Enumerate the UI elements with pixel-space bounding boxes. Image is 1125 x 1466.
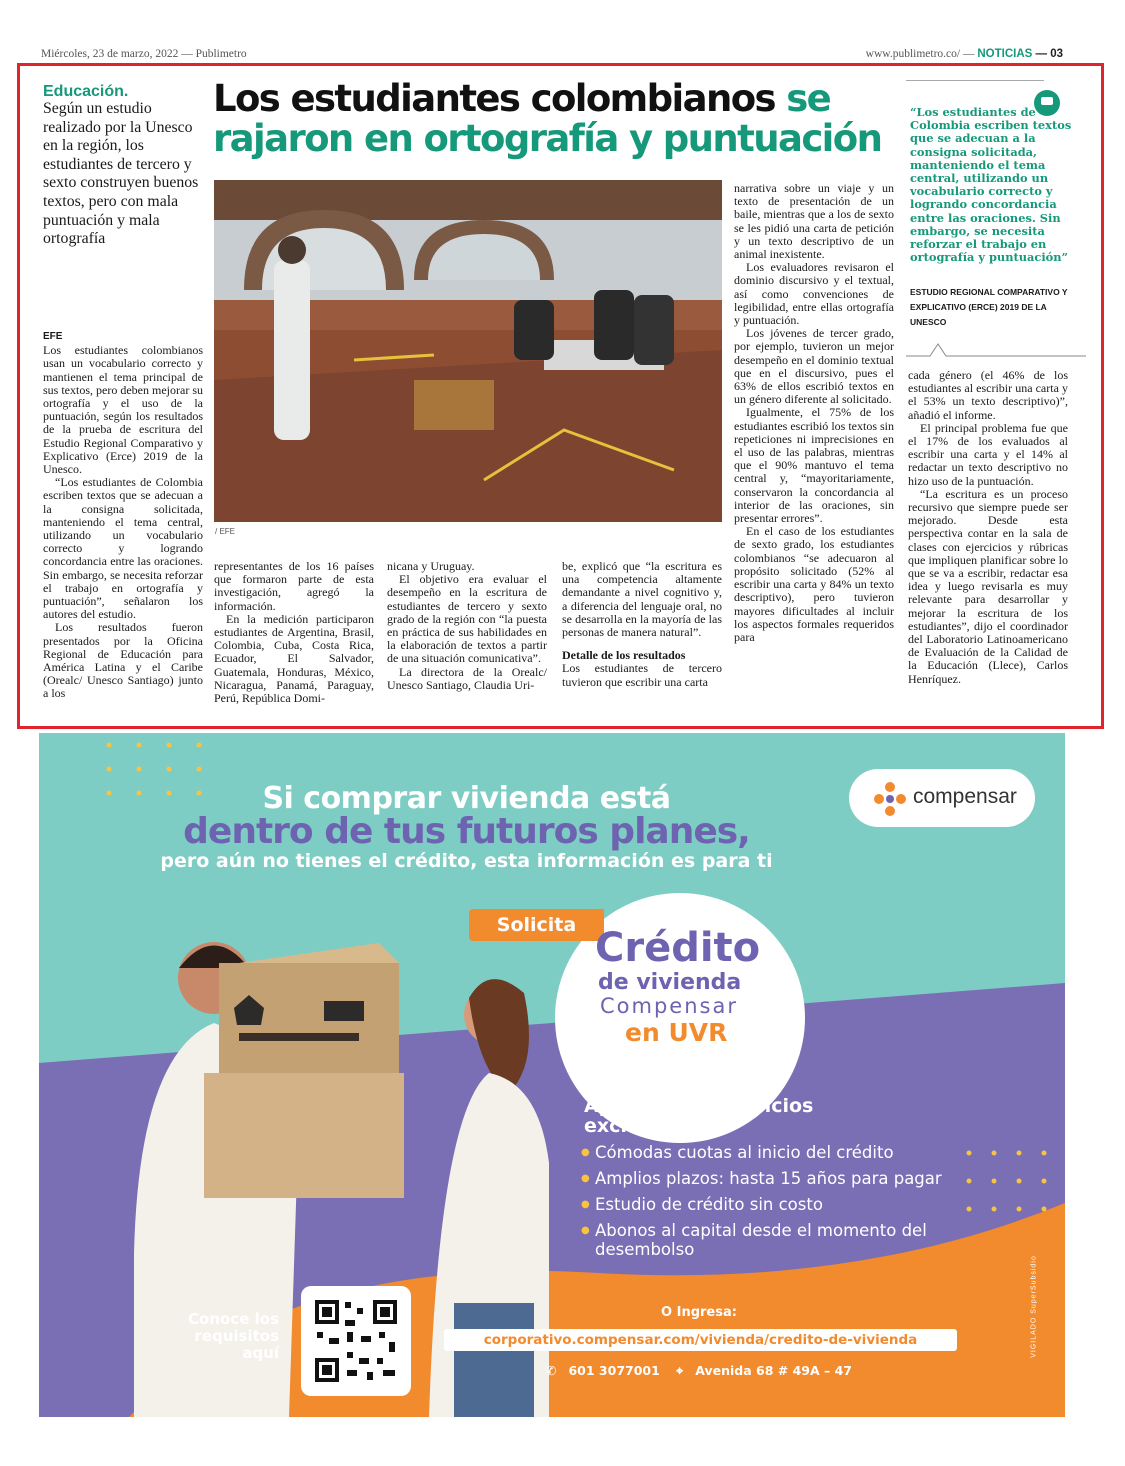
ad-title-line-1: Si comprar vivienda está (262, 781, 671, 816)
quote-rule (906, 80, 1044, 81)
logo-text: compensar (913, 785, 1017, 808)
paragraph: El principal problema fue que el 17% de los evaluados al escribir una carta y el 14% al redactar un texto descriptivo no hizo uso de la puntuación. (908, 420, 1068, 488)
column-1 (43, 330, 203, 701)
paragraph: be, explicó que “la escritura es una competencia altamente demandante a nivel cognitivo y, a diferencia del lenguaje oral, no se desarrolla en la mayoría de las personas de manera natural”. (562, 559, 722, 640)
photo-caption: / EFE (215, 527, 236, 536)
paragraph: nicana y Uruguay. (387, 559, 475, 573)
article-frame (17, 63, 1104, 729)
benefit-item: ● Abonos al capital desde el momento del desembolso (581, 1221, 971, 1259)
article-headline: Los estudiantes colombianos se rajaron en ortografía y puntuación (213, 77, 882, 160)
compensar-logo (849, 769, 1035, 827)
vigilado-stamp: VIGILADO SuperSubsidio (1030, 1255, 1038, 1358)
paragraph: narrativa sobre un viaje y un texto de presentación de un baile, mientras que a los de sexto se les pidió una carta de petición y un texto descriptivo de un animal inexistente. (734, 181, 894, 262)
benefits-list (581, 1143, 971, 1266)
phone-icon: ✆ (546, 1363, 557, 1378)
qr-code[interactable] (301, 1286, 411, 1396)
paragraph: La directora de la Orealc/ Unesco Santiago, Claudia Uri- (387, 664, 547, 692)
paragraph: Igualmente, el 75% de los estudiantes escribió los textos sin repeticiones ni imprecisiones en el uso de las palabras, mientras que el 90% mantuvo el tema central y, “mayoritariamente, conservaron la concordancia al interior de las oraciones, sin presentar errores”. (734, 405, 894, 526)
section-label: Educación. (43, 83, 129, 100)
column-5 (734, 182, 894, 644)
column-3 (387, 560, 547, 692)
quote-source: ESTUDIO REGIONAL COMPARATIVO Y EXPLICATIVO (ERCE) 2019 DE LA UNESCO (910, 287, 1068, 327)
benefit-item: ● Amplios plazos: hasta 15 años para pagar (581, 1169, 971, 1188)
byline: EFE (43, 331, 63, 342)
ingresa-label: O Ingresa: (661, 1305, 737, 1320)
article-lead: Según un estudio realizado por la Unesco en la región, los estudiantes de tercero y sexto construyen buenos textos, pero con mala puntuación y mala ortografía (43, 100, 199, 248)
folio-date: Miércoles, 23 de marzo, 2022 — Publimetro (41, 48, 247, 60)
benefits-title: Aprovecha beneficios exclusivos: (584, 1095, 814, 1137)
paragraph: Los resultados fueron presentados por la Oficina Regional de Educación para América Latina y el Caribe (Orealc/ Unesco Santiago) junto a los (43, 620, 203, 701)
quote-divider (906, 342, 1086, 362)
quote-text: “Los estudiantes de Colombia escriben textos que se adecuan a la consigna solicitada, manteniendo el tema central, utilizando un vocabulario correcto y logrando concordancia entre las oraciones. Sin embargo, se necesita reforzar el trabajo en ortografía y puntuación” (910, 105, 1072, 265)
paragraph: En el caso de los estudiantes de sexto grado, los estudiantes colombianos “se adecuaron al propósito solicitado (52% al escribir una carta y 84% un texto descriptivo), pero tuvieron mayores dificultades al incluir los aspectos formales requeridos para (734, 524, 894, 644)
compensar-advertisement (39, 733, 1065, 1417)
phone-number[interactable]: 601 3077001 (568, 1363, 660, 1378)
paragraph: Los estudiantes de tercero tuvieron que escribir una carta (562, 661, 722, 689)
benefit-item: ● Cómodas cuotas al inicio del crédito (581, 1143, 971, 1162)
ad-title-line-2: dentro de tus futuros planes, (183, 811, 750, 852)
paragraph: Los evaluadores revisaron el dominio discursivo y el textual, así como convenciones de legibilidad, entre ellas ortografía y puntuación. (734, 260, 894, 328)
compensar-text: Compensar (600, 994, 738, 1018)
en-uvr-text: en UVR (625, 1018, 728, 1047)
paragraph: “La escritura es un proceso recursivo que siempre puede ser mejorado. Desde esta perspectiva contar en la sala de clases con ejercicios y rúbricas que impliquen planificar sobre lo que se va a escribir, redactar esa idea y luego revisarla es muy relevante para desarrollar y mejorar la escritura de los estudiantes”, dijo el coordinador del Laboratorio Latinoamericano de Evaluación de la Calidad de la Educación (Llece), Carlos Henríquez. (908, 486, 1068, 686)
location-icon: ⌖ (676, 1363, 684, 1378)
solicita-tag: Solicita (469, 909, 604, 941)
paragraph: “Los estudiantes de Colombia escriben textos que se adecuan a la consigna solicitada, manteniendo el tema central, utilizando un vocabulario correcto y logrando concordancia entre las oraciones. Sin embargo, se necesita reforzar el trabajo en ortografía y puntuación”, señalaron los autores del estudio. (43, 475, 203, 622)
address: Avenida 68 # 49A – 47 (695, 1363, 852, 1378)
pull-quote (906, 80, 1086, 327)
folio-section: www.publimetro.co/ — NOTICIAS — 03 (865, 48, 1063, 60)
column-2 (214, 560, 374, 705)
paragraph: Los jóvenes de tercer grado, por ejemplo, tuvieron un mejor desempeño en el dominio textual que en el discursivo, pues el 63% de ellos escribió textos en un género diferente al solicitado. (734, 326, 894, 407)
paragraph: cada género (el 46% de los estudiantes al escribir una carta y el 53% un texto descriptivo)”, añadió el informe. (908, 368, 1068, 422)
subhead: Detalle de los resultados (562, 648, 686, 663)
column-4 (562, 560, 722, 689)
conoce-requisitos-text: Conoce los requisitos aquí (188, 1310, 279, 1362)
paragraph: Los estudiantes colombianos usan un vocabulario correcto y mantienen el tema principal de sus textos, pero deben mejorar su ortografía y el uso de la puntuación, según los resultados de la prueba de escritura del Estudio Regional Comparativo y Explicativo (Erce) 2019 de la Unesco. (43, 343, 203, 477)
paragraph: representantes de los 16 países que formaron parte de esta investigación, agregó la información. (214, 559, 374, 613)
credito-heading: Crédito (595, 925, 761, 971)
paragraph: En la medición participaron estudiantes de Argentina, Brasil, Colombia, Cuba, Costa Rica, Ecuador, El Salvador, Guatemala, Honduras, México, Nicaragua, Panamá, Paraguay, Perú, República Domi- (214, 611, 374, 706)
paragraph: El objetivo era evaluar el desempeño en la escritura de estudiantes de tercero y sexto grado de la región con “la puesta en práctica de sus habilidades en la elaboración de textos a partir de una situación comunicativa”. (387, 572, 547, 666)
cardboard-boxes (204, 943, 404, 1198)
de-vivienda-text: de vivienda (598, 970, 742, 995)
compensar-logo-mark (871, 781, 909, 817)
benefit-item: ● Estudio de crédito sin costo (581, 1195, 971, 1214)
ad-url-link[interactable]: corporativo.compensar.com/vivienda/credito-de-vivienda (444, 1329, 957, 1351)
contact-info (439, 1363, 959, 1379)
ad-title-line-3: pero aún no tienes el crédito, esta información es para ti (160, 850, 773, 872)
classroom-photo (214, 180, 722, 522)
column-6 (908, 369, 1068, 686)
